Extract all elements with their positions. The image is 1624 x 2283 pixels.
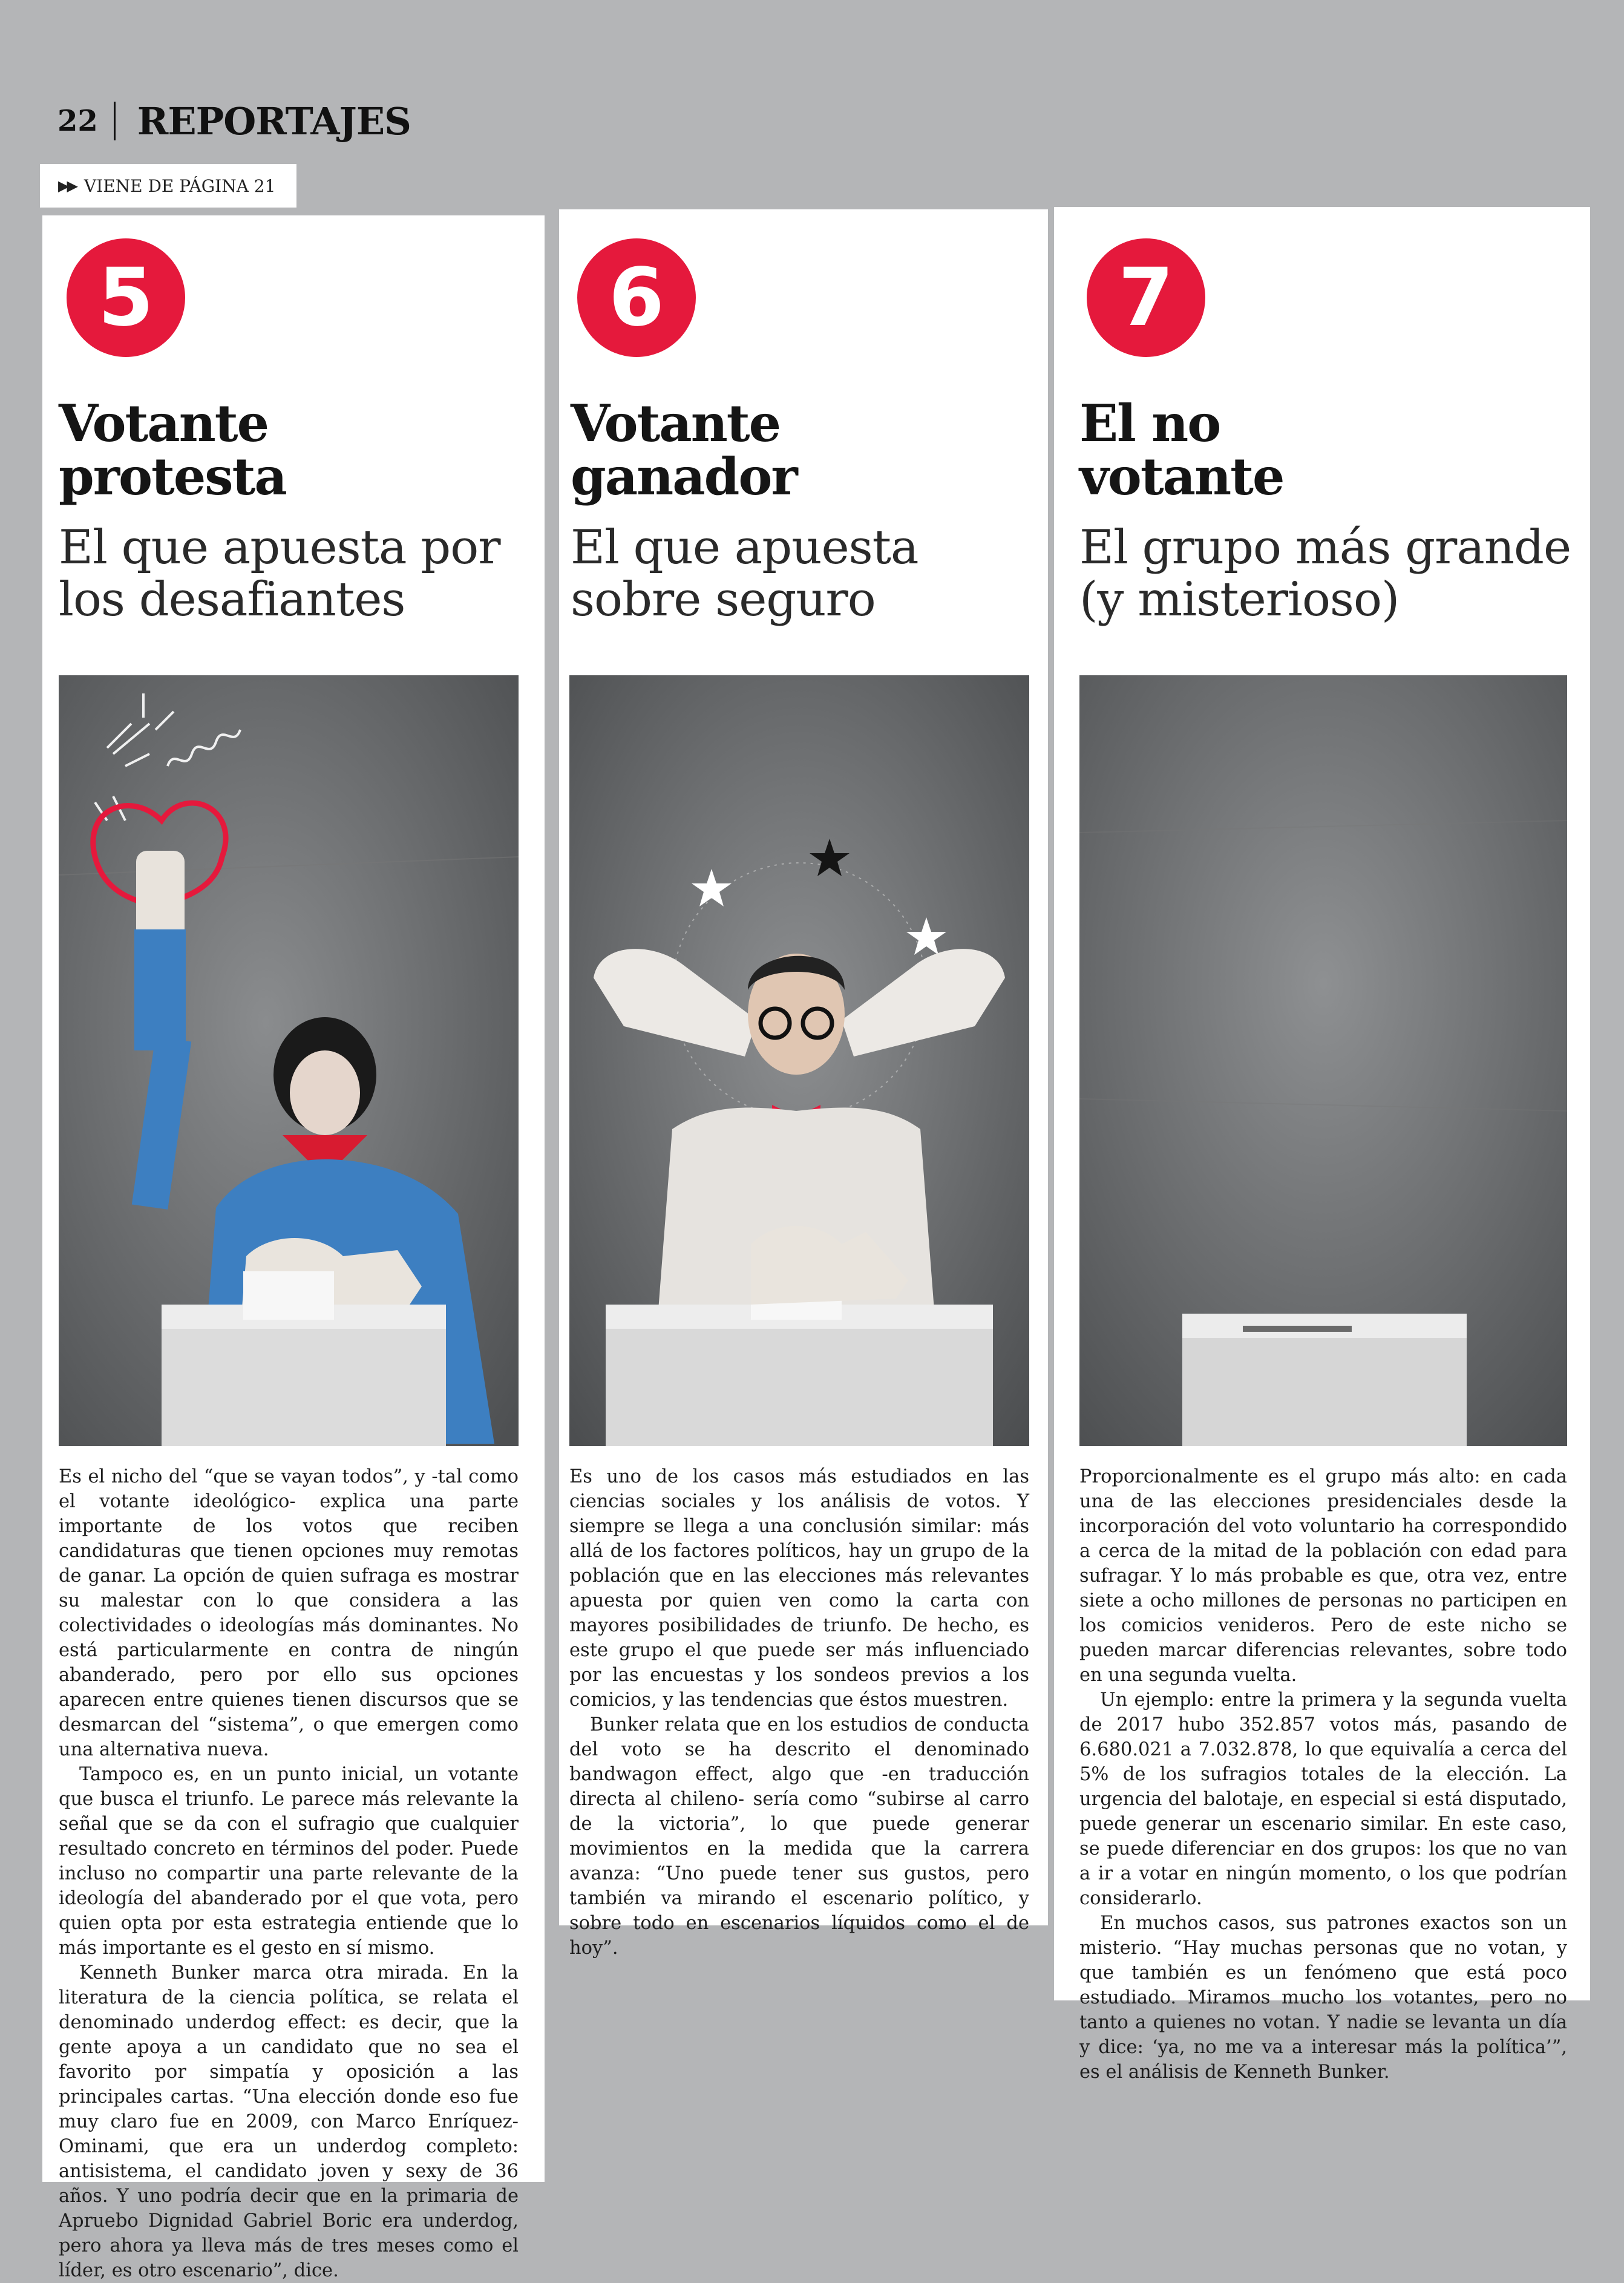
body-paragraph: Kenneth Bunker marca otra mirada. En la literatura de la ciencia política, se relata el denominado underdog effect: es decir, que la gente apoya a un candidato que no sea el favorito por simpatía y oposición a las principales cartas. “Una elección donde eso fue muy claro fue en 2009, con Marco Enríquez-Ominami, que era un underdog completo: antisistema, el candidato joven y sexy de 36 años. Y uno podría decir que en la primaria de Apruebo Dignidad Gabriel Boric era underdog, pero ahora ya lleva más de tres meses como el líder, es otro escenario”, dice. [59, 1962, 519, 2281]
protest-voter-illustration [59, 675, 519, 1446]
title-line: El no [1079, 393, 1220, 453]
body-paragraph: Tampoco es, en un punto inicial, un votante que busca el triunfo. Le parece más relevante la señal que se da con el sufragio que cualquier resultado concreto en términos del poder. Puede incluso no compartir una parte relevante de la ideología del abanderado por el que vota, pero quien opta por esta estrategia entiende que lo más importante es el gesto en sí mismo. [59, 1764, 519, 1959]
number-badge: 6 [577, 238, 696, 357]
subtitle-line: (y misterioso) [1079, 572, 1400, 627]
title-line: Votante [571, 393, 781, 453]
subtitle-line: sobre seguro [571, 572, 876, 627]
card-title [59, 393, 286, 506]
body-paragraph: Bunker relata que en los estudios de conducta del voto se ha descrito el denominado bandwagon effect, algo que -en traducción directa al chileno- sería como “subirse al carro de la victoria”, lo que puede generar movimientos en la medida que la carrera avanza: “Uno puede tener sus gustos, pero también va mirando el escenario político, y sobre todo en escenarios líquidos como el de hoy”. [569, 1714, 1029, 1959]
page-number: 22 [57, 104, 98, 138]
winning-voter-illustration [569, 675, 1029, 1446]
body-paragraph: Es el nicho del “que se vayan todos”, y -tal como el votante ideológico- explica una parte importante de los votos que reciben candidaturas que tienen opciones muy remotas de ganar. La opción de quien sufraga es mostrar su malestar con lo que considera a las colectividades o ideologías más dominantes. No está particularmente en contra de ningún abanderado, pero por ello sus opciones aparecen entre quienes tienen discursos que se desmarcan del “sistema”, o que emergen como una alternativa nueva. [59, 1466, 519, 1760]
subtitle-line: El que apuesta [571, 520, 918, 575]
body-paragraph: En muchos casos, sus patrones exactos son un misterio. “Hay muchas personas que no votan, y que también es un fenómeno que está poco estudiado. Miramos mucho los votantes, pero no tanto a quienes no votan. Y nadie se levanta un día y dice: ‘ya, no me va a interesar más la política’”, es el análisis de Kenneth Bunker. [1079, 1913, 1567, 2083]
body-paragraph: Es uno de los casos más estudiados en las ciencias sociales y los análisis de votos. Y siempre se llega a una conclusión similar: más allá de los factores políticos, hay un grupo de la población que en las elecciones más relevantes apuesta por quien ven como la carta con mayores posibilidades de triunfo. De hecho, es este grupo el que puede ser más influenciado por las encuestas y los sondeos previos a los comicios, y las tendencias que éstos muestren. [569, 1466, 1029, 1711]
double-arrow-icon: ▶▶ [58, 177, 76, 194]
card-protest-voter [42, 215, 545, 2281]
subtitle-line: los desafiantes [59, 572, 405, 627]
empty-ballot-box-illustration [1079, 675, 1567, 1446]
section-title: REPORTAJES [137, 99, 411, 143]
card-body-text [1079, 1464, 1567, 2085]
card-non-voter [1054, 207, 1590, 2083]
continued-text: VIENE DE PÁGINA 21 [83, 175, 276, 196]
card-body-text [59, 1464, 519, 2283]
title-line: protesta [59, 447, 286, 506]
number-badge: 7 [1087, 238, 1205, 357]
subtitle-line: El que apuesta por [59, 520, 500, 575]
card-title [1079, 393, 1284, 506]
title-line: Votante [59, 393, 269, 453]
body-paragraph: Proporcionalmente es el grupo más alto: en cada una de las elecciones presidenciales desde la incorporación del voto voluntario ha correspondido a cerca de la mitad de la población con edad para sufragar. Y lo más probable es que, otra vez, entre siete a ocho millones de personas no participen en los comicios venideros. Pero de este nicho se pueden marcar diferencias relevantes, sobre todo en una segunda vuelta. [1079, 1466, 1567, 1686]
page-header [57, 97, 411, 145]
card-body-text [569, 1464, 1029, 1960]
title-line: ganador [571, 447, 797, 506]
continued-from-label [40, 164, 296, 208]
card-winning-voter [559, 209, 1048, 1959]
body-paragraph: Un ejemplo: entre la primera y la segunda vuelta de 2017 hubo 352.857 votos más, pasando de 6.680.021 a 7.032.878, lo que equivalía a cerca del 5% de los sufragios totales de la elección. La urgencia del balotaje, en especial si está disputado, puede generar un escenario similar. En este caso, se puede diferenciar en dos grupos: los que no van a ir a votar en ningún momento, o los que podrían considerarlo. [1079, 1689, 1567, 1909]
card-subtitle [571, 522, 918, 626]
card-subtitle [1079, 522, 1571, 626]
card-title [571, 393, 797, 506]
subtitle-line: El grupo más grande [1079, 520, 1571, 575]
title-line: votante [1079, 447, 1284, 506]
card-subtitle [59, 522, 500, 626]
number-badge: 5 [67, 238, 185, 357]
header-divider [114, 102, 116, 140]
